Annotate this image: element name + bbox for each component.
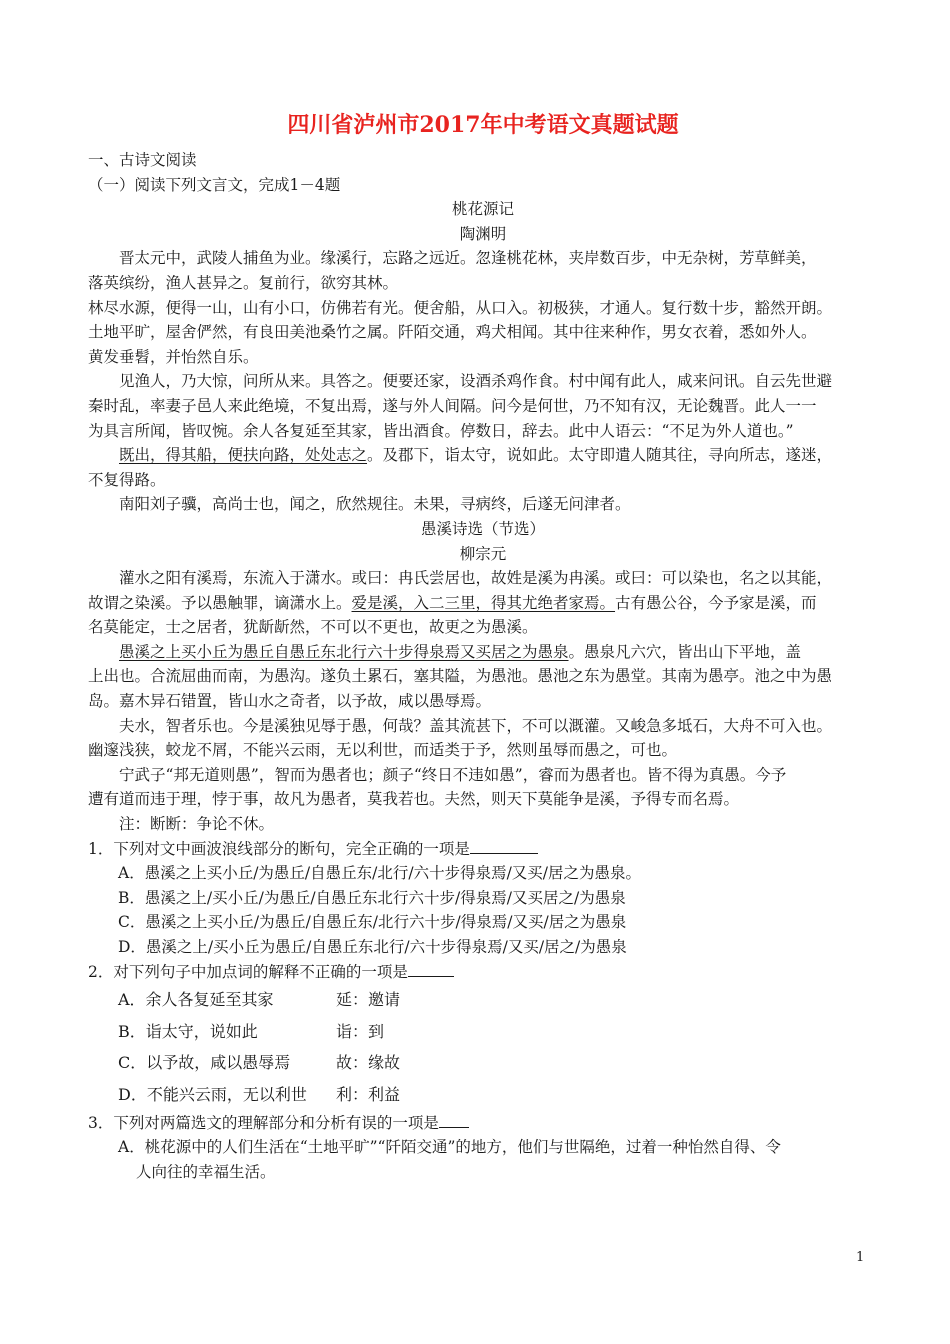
option-text: C．以予故，咸以愚辱焉: [118, 1053, 291, 1073]
text2-line: 幽邃浅狭，蛟龙不屑，不能兴云雨，无以利世，而适类于予，然则虽辱而愚之，可也。: [88, 741, 678, 760]
question-3-stem: [88, 1111, 878, 1136]
text2-line: 岛。嘉木异石错置，皆山水之奇者，以予故，咸以愚辱焉。: [88, 692, 492, 711]
text1-line: 秦时乱，率妻子邑人来此绝境，不复出焉，遂与外人间隔。问今是何世，乃不知有汉，无论魏晋。此人一一: [88, 396, 817, 415]
question-2-option-a: [88, 984, 878, 1016]
text1-line: 黄发垂髫，并怡然自乐。: [88, 347, 259, 366]
page-number: 1: [856, 1250, 865, 1265]
text2-line: 灌水之阳有溪焉，东流入于潇水。或曰：冉氏尝居也，故姓是溪为冉溪。或曰：可以染也，名之以其能，: [119, 569, 833, 588]
underlined-sentence: 既出，得其船，便扶向路，处处志之: [119, 446, 368, 465]
answer-blank: [439, 1113, 469, 1128]
text2-line: 名莫能定，士之居者，犹龂龂然，不可以不更也，故更之为愚溪。: [88, 618, 538, 637]
document-page: [88, 110, 878, 1184]
text1-line: 不复得路。: [88, 470, 166, 489]
question-text: 1．下列对文中画波浪线部分的断句，完全正确的一项是: [88, 839, 470, 858]
option-text: D．不能兴云雨，无以利世: [118, 1084, 307, 1104]
question-text: 3．下列对两篇选文的理解部分和分析有误的一项是: [88, 1113, 439, 1132]
text1-line: 为具言所闻，皆叹惋。余人各复延至其家，皆出酒食。停数日，辞去。此中人语云：“不足为外人道也。”: [88, 421, 794, 440]
text2-line: [88, 640, 878, 665]
wavy-underlined-sentence: 愚溪之上买小丘为愚丘自愚丘东北行六十步得泉焉又买居之为愚泉: [119, 642, 569, 661]
section-heading: 一、古诗文阅读: [88, 151, 197, 169]
text1-line: 落英缤纷，渔人甚异之。复前行，欲穷其林。: [88, 273, 399, 292]
text2-line: [88, 591, 878, 616]
text-span: 古有愚公谷，今予家是溪，而: [615, 593, 817, 612]
question-1-option-b: B．愚溪之上/买小丘/为愚丘/自愚丘东北行六十步/得泉焉/又买居之/为愚泉: [118, 888, 626, 907]
text1-author: 陶渊明: [459, 224, 507, 243]
text1-line: 土地平旷，屋舍俨然，有良田美池桑竹之属。阡陌交通，鸡犬相闻。其中往来种作，男女衣着，悉如外人。: [88, 323, 817, 342]
question-text: 2．对下列句子中加点词的解释不正确的一项是: [88, 962, 408, 981]
option-gloss: 故：缘故: [336, 1053, 401, 1073]
text1-line: 晋太元中，武陵人捕鱼为业。缘溪行，忘路之远近。忽逢桃花林，夹岸数百步，中无杂树，芳草鲜美，: [119, 249, 817, 268]
answer-blank: [470, 839, 538, 854]
question-1-option-a: A．愚溪之上买小丘/为愚丘/自愚丘东/北行/六十步得泉焉/又买/居之为愚泉。: [118, 864, 642, 883]
text1-line: 南阳刘子骥，高尚士也，闻之，欣然规往。未果，寻病终，后遂无问津者。: [119, 495, 631, 514]
question-2-option-b: [88, 1016, 878, 1048]
question-2-option-d: [88, 1079, 878, 1111]
text2-title: 愚溪诗选（节选）: [420, 519, 545, 538]
text1-title: 桃花源记: [451, 200, 514, 219]
option-gloss: 诣：到: [336, 1021, 385, 1041]
option-gloss: 延：邀请: [336, 990, 401, 1010]
text1-line: 林尽水源，便得一山，山有小口，仿佛若有光。便舍船，从口入。初极狭，才通人。复行数十步，豁然开朗。: [88, 298, 833, 317]
option-text: B．诣太守，说如此: [118, 1021, 258, 1041]
text2-line: 遭有道而违于理，悖于事，故凡为愚者，莫我若也。夫然，则天下莫能争是溪，予得专而名焉。: [88, 790, 740, 809]
text-span: 。愚泉凡六穴，皆出山下平地，盖: [568, 642, 802, 661]
text2-author: 柳宗元: [459, 544, 507, 563]
question-3-option-a: A．桃花源中的人们生活在“土地平旷”“阡陌交通”的地方，他们与世隔绝，过着一种怡然自得、令: [118, 1138, 781, 1157]
option-text: A．余人各复延至其家: [118, 990, 274, 1010]
question-2-stem: [88, 960, 878, 985]
underlined-sentence: 爱是溪，入二三里，得其尤绝者家焉。: [351, 593, 616, 612]
text2-line: 宁武子“邦无道则愚”，智而为愚者也；颜子“终日不违如愚”，睿而为愚者也。皆不得为真愚。今予: [119, 765, 787, 784]
question-1-option-c: C．愚溪之上买小丘/为愚丘/自愚丘东/北行六十步/得泉焉/又买/居之为愚泉: [118, 913, 627, 932]
text2-line: 夫水，智者乐也。今是溪独见辱于愚，何哉？盖其流甚下，不可以溉灌。又峻急多坻石，大舟不可入也。: [119, 716, 833, 735]
text-span: 故谓之染溪。予以愚触罪，谪潇水上。: [88, 593, 352, 612]
annotation-note: 注：断断：争论不休。: [119, 815, 275, 834]
text2-line: 上出也。合流屈曲而南，为愚沟。遂负土累石，塞其隘，为愚池。愚池之东为愚堂。其南为愚亭。池之中为愚: [88, 667, 833, 686]
subsection-heading: （一）阅读下列文言文，完成1－4题: [88, 175, 341, 194]
text-span: 。及郡下，诣太守，说如此。太守即遣人随其往，寻向所志，遂迷，: [367, 446, 833, 465]
text1-line: [88, 443, 878, 468]
question-3-option-a-cont: 人向往的幸福生活。: [136, 1162, 276, 1181]
option-gloss: 利：利益: [336, 1084, 401, 1104]
question-1-option-d: D．愚溪之上/买小丘为愚丘/自愚丘东北行/六十步得泉焉/又买/居之/为愚泉: [118, 938, 627, 956]
page-title: 四川省泸州市2017年中考语文真题试题: [287, 112, 679, 138]
text1-line: 见渔人，乃大惊，问所从来。具答之。便要还家，设酒杀鸡作食。村中闻有此人，咸来问讯。自云先世避: [119, 372, 833, 391]
question-2-option-c: [88, 1047, 878, 1079]
answer-blank: [408, 962, 454, 977]
question-1-stem: [88, 837, 878, 862]
